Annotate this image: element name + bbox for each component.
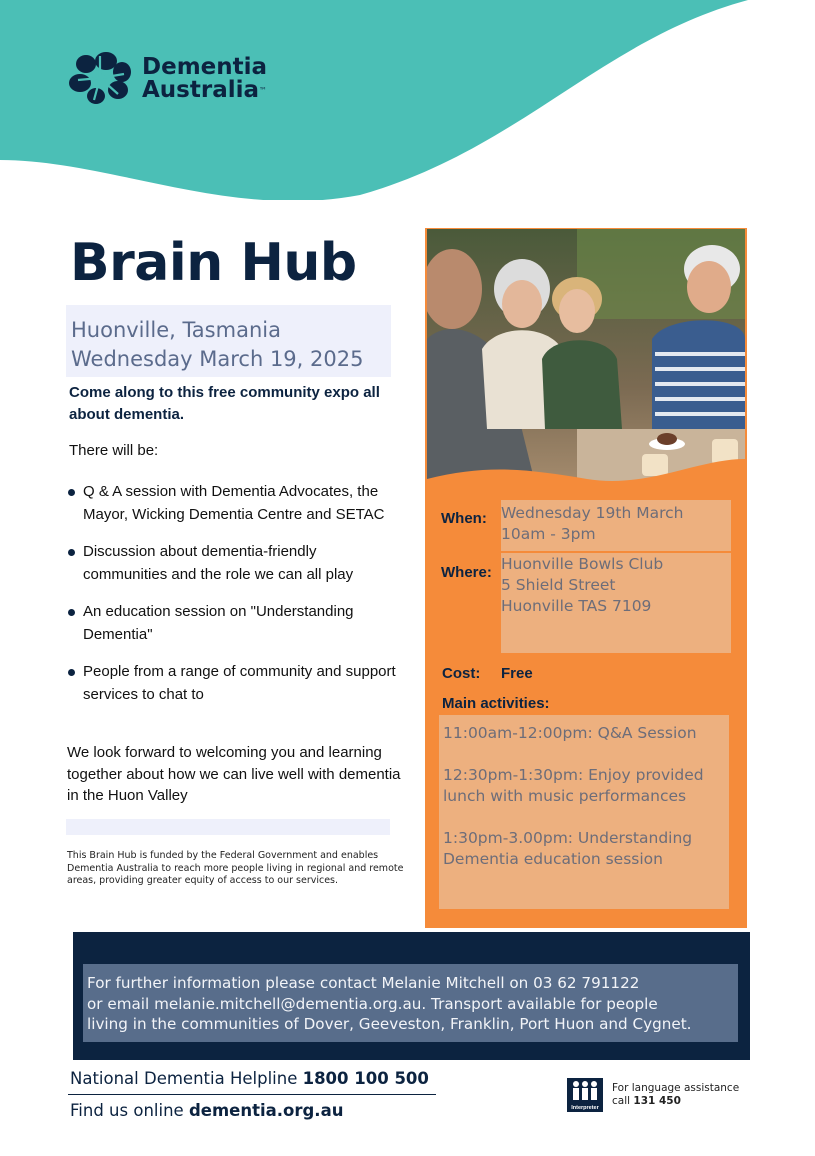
blank-highlight-bar [66,819,390,835]
online-link-line [70,1101,343,1120]
closing-text: We look forward to welcoming you and learning together about how we can live well with dementia in the Huon Valley [67,744,401,804]
contact-line-2: or email melanie.mitchell@dementia.org.au. Transport available for people [87,994,658,1013]
online-label: Find us online [70,1101,184,1120]
list-item [68,541,398,586]
event-photo [427,229,745,491]
where-label: Where: [441,564,492,581]
when-date: Wednesday 19th March [501,504,684,522]
logo-line-2: Australia [142,77,260,103]
helpline-number[interactable]: 1800 100 500 [302,1069,429,1088]
activity-3-line-1: 1:30pm-3.00pm: Understanding [443,829,693,847]
when-label: When: [441,510,487,527]
footer-divider [68,1094,436,1095]
contact-info-box [83,964,738,1042]
where-town: Huonville TAS 7109 [501,597,652,615]
activity-2-line-2: lunch with music performances [443,787,687,805]
where-venue: Huonville Bowls Club [501,555,664,573]
bullet-text: An education session on "Understanding Dementia" [83,603,354,643]
where-street: 5 Shield Street [501,576,616,594]
contact-line-3: living in the communities of Dover, Geeveston, Franklin, Port Huon and Cygnet. [87,1015,692,1033]
cost-label: Cost: [442,665,481,682]
main-activities-label: Main activities: [442,695,550,712]
contact-line-1: For further information please contact Melanie Mitchell on 03 62 791122 [87,974,640,992]
funding-note: This Brain Hub is funded by the Federal Government and enables Dementia Australia to reach more people living in regional and remote areas, providing greater equity of access to our services. [67,850,404,886]
activity-1: 11:00am-12:00pm: Q&A Session [443,724,697,742]
language-line-1: For language assistance [612,1082,740,1094]
interpreter-icon [567,1078,603,1112]
location-date-box [66,305,391,377]
language-call-label: call [612,1095,631,1107]
bullet-text: People from a range of community and support services to chat to [83,663,396,703]
helpline [70,1069,429,1088]
event-location: Huonville, Tasmania [71,318,281,342]
there-will-be-label: There will be: [69,442,159,459]
list-item [68,661,398,706]
list-item [68,601,398,646]
event-date: Wednesday March 19, 2025 [71,347,364,371]
brain-flower-icon [68,50,132,108]
website-link[interactable]: dementia.org.au [188,1101,344,1120]
where-box [501,553,731,653]
bullet-icon [68,609,75,616]
cost-value: Free [501,665,533,682]
helpline-label: National Dementia Helpline [70,1069,298,1088]
language-number[interactable]: 131 450 [633,1095,681,1107]
activities-box [439,715,729,909]
bullet-text: Q & A session with Dementia Advocates, the Mayor, Wicking Dementia Centre and SETAC [83,483,385,523]
language-assistance [612,1082,739,1108]
bullet-icon [68,549,75,556]
bullet-icon [68,489,75,496]
activity-2-line-1: 12:30pm-1:30pm: Enjoy provided [443,766,704,784]
list-item [68,481,398,526]
seniors-photo-illustration [427,229,745,491]
bullet-text: Discussion about dementia-friendly communities and the role we can all play [83,543,354,583]
page-title: Brain Hub [70,233,357,293]
activity-3-line-2: Dementia education session [443,850,663,868]
intro-text: Come along to this free community expo all about dementia. [69,384,380,423]
logo-wordmark [142,56,267,102]
when-time: 10am - 3pm [501,525,596,543]
when-box [501,500,731,551]
dementia-australia-logo[interactable] [68,50,267,108]
logo-line-1: Dementia [142,54,268,80]
bullet-icon [68,669,75,676]
trademark-symbol: ™ [259,86,268,95]
activity-bullet-list [68,481,398,721]
interpreter-icon-text: Interpreter [571,1105,599,1111]
